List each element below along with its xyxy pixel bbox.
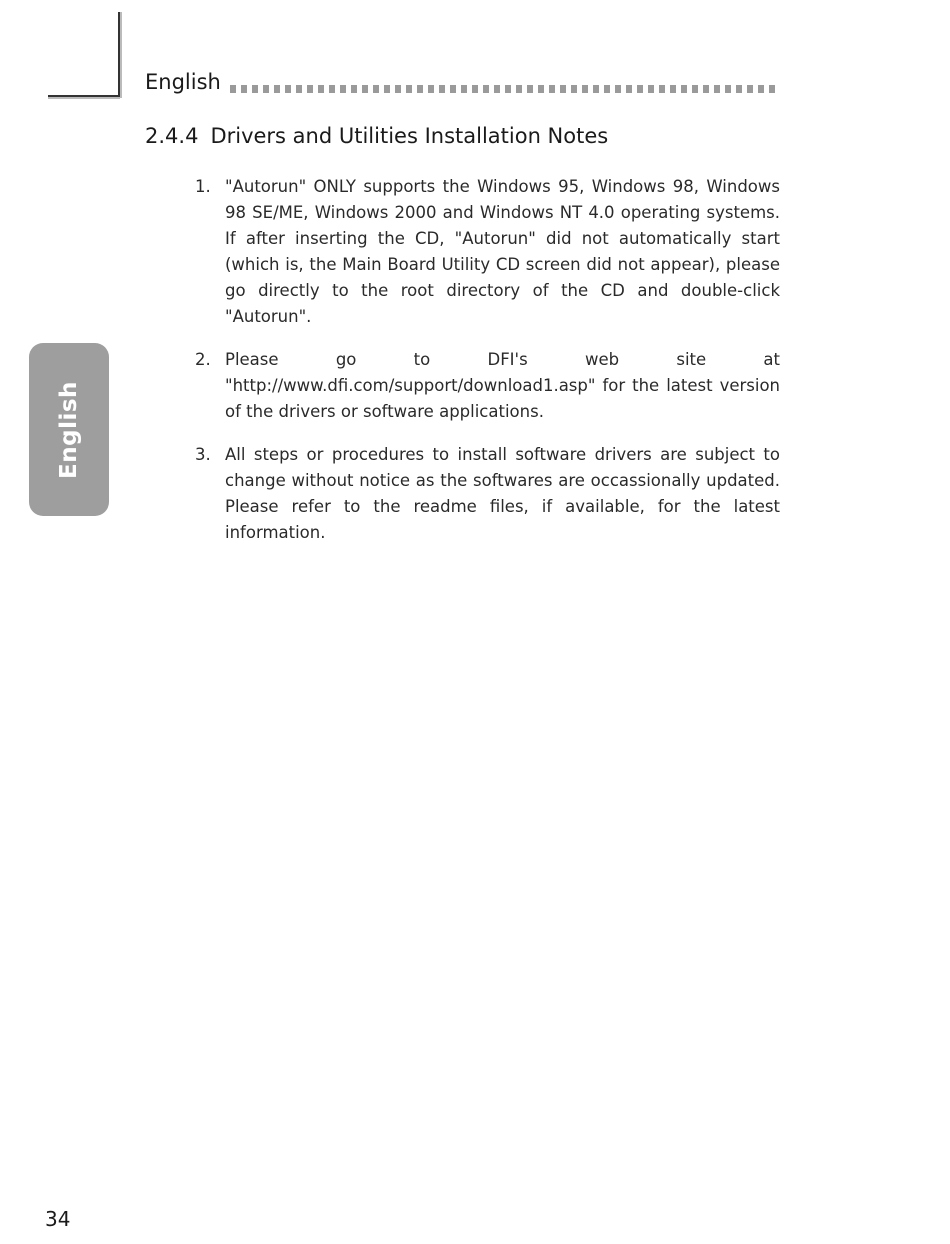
section-heading <box>145 124 608 148</box>
header-dotted-rule <box>230 85 780 93</box>
note-item-2 <box>190 347 780 425</box>
section-number: 2.4.4 <box>145 124 199 148</box>
installation-notes-list <box>190 174 780 546</box>
note-text: All steps or procedures to install software drivers are subject to change without notice as the softwares are occassionally updated. Please refer to the readme files, if available, for the latest information. <box>225 445 780 542</box>
header-language-label: English <box>145 70 221 94</box>
side-tab-label: English <box>56 380 82 479</box>
section-title: Drivers and Utilities Installation Notes <box>210 124 609 148</box>
note-number: 3. <box>195 445 211 464</box>
note-item-3 <box>190 442 780 546</box>
note-number: 2. <box>195 350 211 369</box>
side-language-tab <box>29 343 109 516</box>
note-item-1 <box>190 174 780 330</box>
note-text: "Autorun" ONLY supports the Windows 95, Windows 98, Windows 98 SE/ME, Windows 2000 and Windows NT 4.0 operating systems. If after inserting the CD, "Autorun" did not automatically start (which is, the Main Board Utility CD screen did not appear), please go directly to the root directory of the CD and double-click "Autorun". <box>225 177 780 326</box>
note-number: 1. <box>195 177 211 196</box>
page-number: 34 <box>45 1207 71 1231</box>
crop-mark-vertical <box>118 12 120 98</box>
note-text: Please go to DFI's web site at "http://www.dfi.com/support/download1.asp" for the latest version of the drivers or software applications. <box>225 350 780 421</box>
crop-mark-horizontal <box>48 95 120 97</box>
